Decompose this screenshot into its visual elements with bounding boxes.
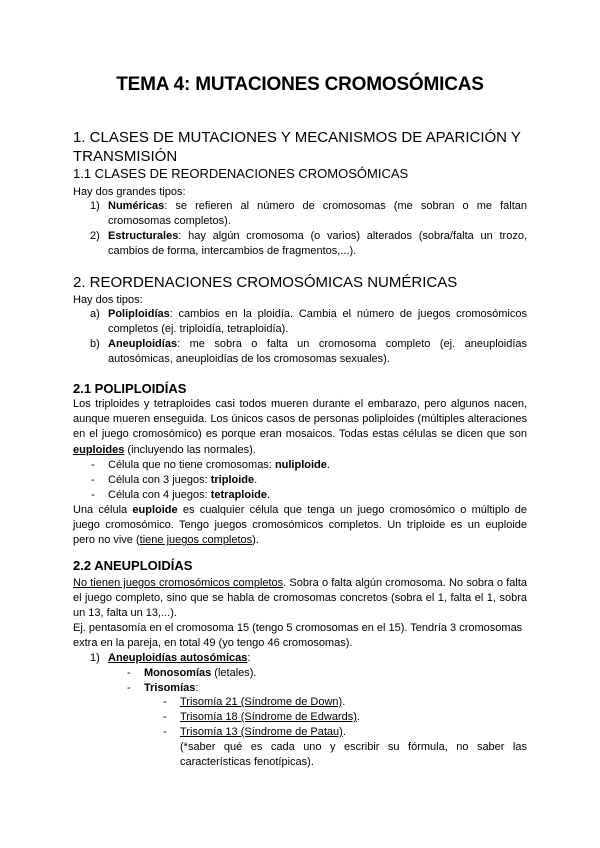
bullet-dash: -: [163, 726, 167, 738]
list-number: 1): [90, 200, 100, 212]
list-item-autosomicas: Aneuploidías autosómicas:: [108, 652, 251, 664]
page-title: TEMA 4: MUTACIONES CROMOSÓMICAS: [116, 74, 484, 95]
term-euploides: euploides: [73, 443, 125, 456]
list-item-poliploidias: Poliploidías: cambios en la ploidía. Cambia el número de juegos cromosómicos completos (ej. triploidía, tetraploidía).: [108, 308, 527, 336]
trisomy-note: (*saber qué es cada uno y escribir su fórmula, no saber las características fenotípicas).: [180, 741, 527, 769]
bullet-dash: -: [127, 667, 131, 679]
term: Numéricas: [108, 200, 165, 212]
list-letter: b): [90, 338, 100, 350]
term: Estructurales: [108, 230, 179, 242]
bullet-dash: -: [91, 474, 95, 486]
bullet-item-nuliploide: Célula que no tiene cromosomas: nuliploide.: [108, 459, 330, 471]
bullet-item-monosomias: Monosomías (letales).: [144, 667, 257, 679]
section-2-1-paragraph: Los triploides y tetraploides casi todos mueren durante el embarazo, pero algunos nacen, aunque mueren enseguida. Los únicos casos de personas poliploides (múltiples alteraciones en el juego cromosómico) es porque eran mosaicos. Todas estas células se dicen que son euploides (incluyendo las normales).: [73, 398, 527, 456]
section-2-1-paragraph-2: Una célula euploide es cualquier célula que tenga un juego cromosómico o múltiplo de juego cromosómico. Tengo juegos cromosómicos completos. Un triploide es un euploide pero no vive (tiene juegos completos).: [73, 504, 527, 547]
list-letter: a): [90, 308, 100, 320]
trisomy-item: Trisomía 21 (Síndrome de Down).: [180, 696, 346, 708]
term: Aneuploidías: [108, 338, 178, 350]
section-1-1-heading: 1.1 CLASES DE REORDENACIONES CROMOSÓMICAS: [73, 166, 409, 181]
section-1-1-intro: Hay dos grandes tipos:: [73, 186, 186, 198]
list-number: 1): [90, 652, 100, 664]
bullet-dash: -: [127, 682, 131, 694]
list-item-aneuploidias: Aneuploidías: me sobra o falta un cromosoma completo (ej. aneuploidías autosómicas, aneuploidías de los cromosomas sexuales).: [108, 338, 527, 366]
section-2-2-example: Ej. pentasomía en el cromosoma 15 (tengo 5 cromosomas en el 15). Tendría 3 cromosomas extra en la pareja, en total 49 (yo tengo 46 cromosomas).: [73, 622, 523, 650]
list-item-estructurales: Estructurales: hay algún cromosoma (o varios) alterados (sobra/falta un trozo, cambios de forma, intercambios de fragmentos,...).: [108, 230, 527, 258]
section-2-2-paragraph: No tienen juegos cromosómicos completos. Sobra o falta algún cromosoma. No sobra o falta el juego completo, sino que se habla de cromosomas concretos (sobra el 1, falta el 1, sobra un 13, falta un 13,...).: [73, 577, 527, 620]
term: Poliploidías: [108, 308, 170, 320]
trisomy-item: Trisomía 18 (Síndrome de Edwards).: [180, 711, 360, 723]
bullet-item-tetraploide: Célula con 4 juegos: tetraploide.: [108, 489, 271, 501]
bullet-dash: -: [91, 489, 95, 501]
bullet-dash: -: [91, 459, 95, 471]
bullet-item-trisomias: Trisomías:: [144, 682, 199, 694]
section-2-heading: 2. REORDENACIONES CROMOSÓMICAS NUMÉRICAS: [73, 274, 458, 291]
section-1-heading: 1. CLASES DE MUTACIONES Y MECANISMOS DE APARICIÓN Y TRANSMISIÓN: [73, 129, 521, 165]
section-2-1-heading: 2.1 POLIPLOIDÍAS: [73, 381, 187, 396]
bullet-dash: -: [163, 711, 167, 723]
bullet-dash: -: [163, 696, 167, 708]
bullet-item-triploide: Célula con 3 juegos: triploide.: [108, 474, 258, 486]
list-number: 2): [90, 230, 100, 242]
section-2-intro: Hay dos tipos:: [73, 294, 143, 306]
section-2-2-heading: 2.2 ANEUPLOIDÍAS: [73, 558, 193, 573]
list-item-numericas: Numéricas: se refieren al número de cromosomas (me sobran o me faltan cromosomas completos).: [108, 200, 527, 228]
trisomy-item: Trisomía 13 (Síndrome de Patau).: [180, 726, 346, 738]
